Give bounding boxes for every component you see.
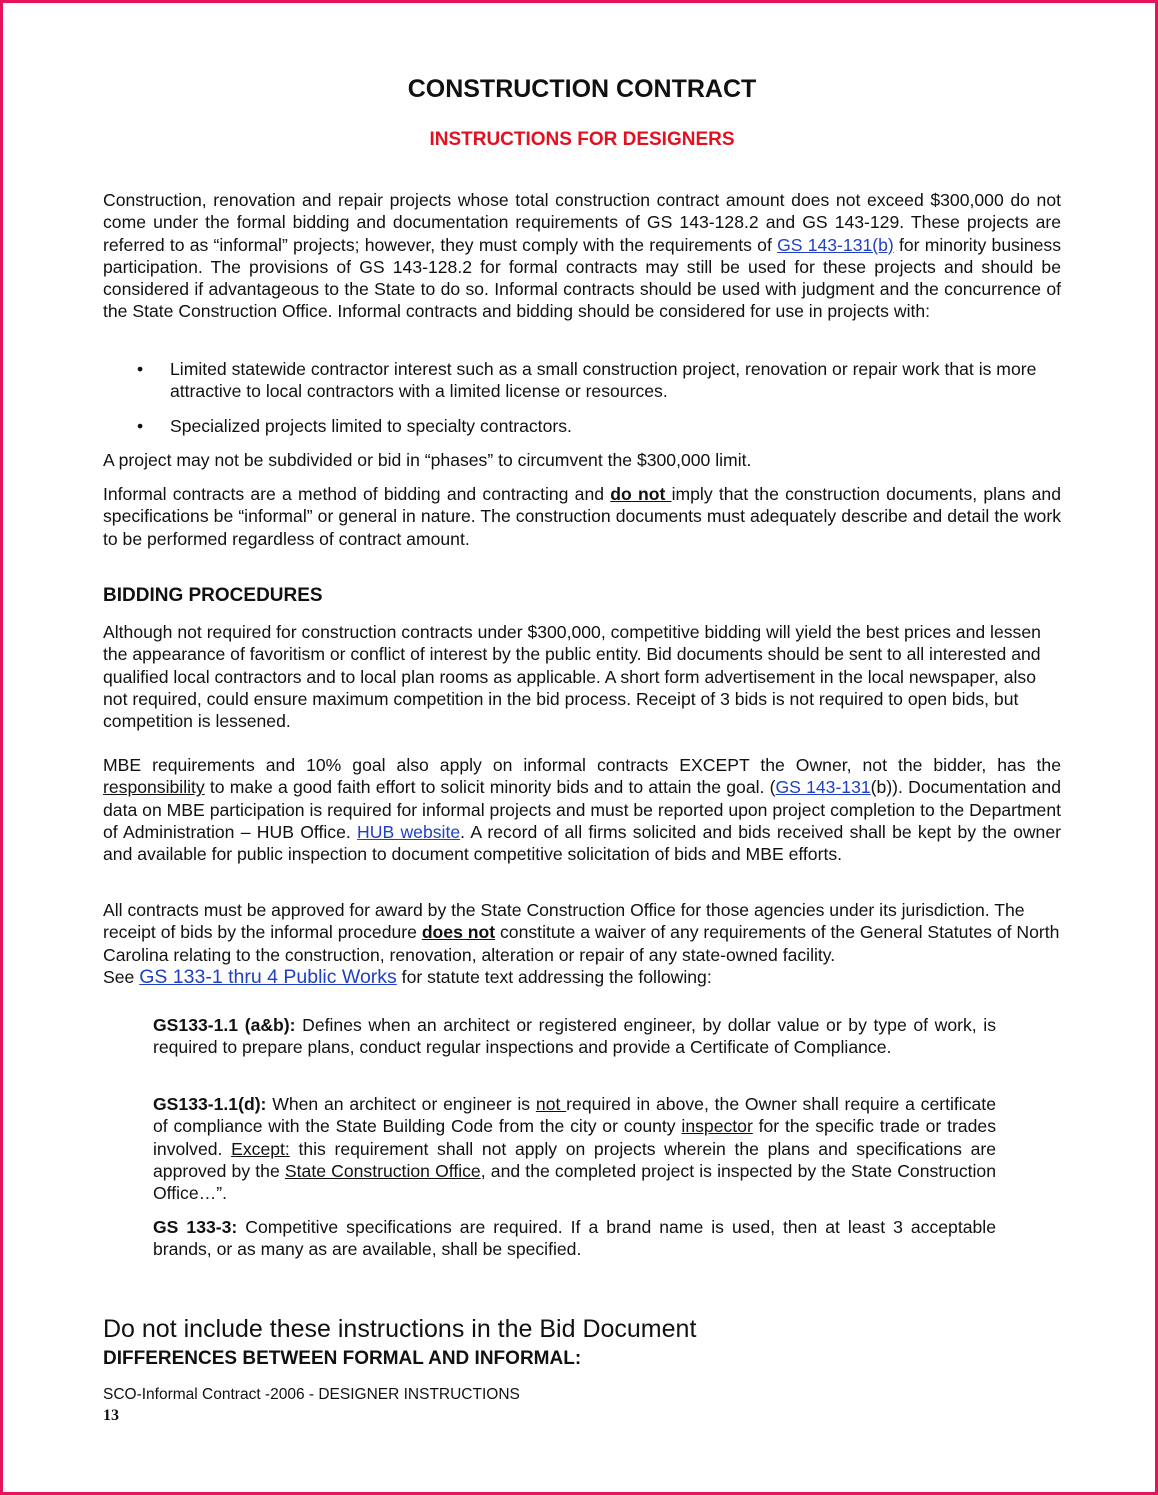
statute-label: GS 133-3: — [153, 1217, 238, 1237]
differences-heading: DIFFERENCES BETWEEN FORMAL AND INFORMAL: — [103, 1348, 582, 1369]
informal-text-1: Informal contracts are a method of bidding and contracting and — [103, 484, 611, 504]
page-footer: SCO-Informal Contract -2006 - DESIGNER INSTRUCTIONS — [103, 1386, 520, 1403]
do-not-emphasis: do not — [610, 484, 672, 504]
mbe-text-1: MBE requirements and 10% goal also apply on informal contracts EXCEPT the Owner, not the bidder, has the — [103, 755, 1061, 775]
statute-gs133-1-1-ab — [153, 1014, 996, 1059]
informal-paragraph — [103, 483, 1061, 550]
approval-see: See — [103, 966, 140, 987]
mbe-paragraph — [103, 754, 1061, 865]
bullet-icon: • — [137, 415, 144, 436]
approval-text-1: All contracts must be approved for award by the State Construction Office for those agencies under its jurisdiction. The receipt of bids by the informal procedure — [103, 900, 1025, 943]
document-subtitle: INSTRUCTIONS FOR DESIGNERS — [429, 129, 735, 150]
hub-website-link[interactable]: HUB website — [357, 821, 461, 842]
statute-text-5: , and the completed project is inspected by the State Construction Office…”. — [153, 1160, 996, 1204]
informal-text-2: imply that the construction documents, plans and specifications be “informal” or general in nature. The construction documents must adequately describe and detail the work to be performed regardless of contract amount. — [103, 484, 1061, 549]
inspector-underline: inspector — [681, 1116, 753, 1137]
page-number: 13 — [103, 1407, 119, 1424]
project-types-list — [103, 358, 1061, 449]
bid-document-notice: Do not include these instructions in the Bid Document — [103, 1315, 697, 1343]
statute-text-3: for the specific trade or trades involved. — [153, 1116, 996, 1159]
bidding-procedures-heading: BIDDING PROCEDURES — [103, 585, 323, 606]
list-item-text: Limited statewide contractor interest such as a small construction project, renovation or repair work that is more attractive to local contractors with a limited license or resources. — [170, 359, 1037, 402]
bullet-icon: • — [137, 359, 144, 379]
intro-text-2: for minority business participation. The provisions of GS 143-128.2 for formal contracts may still be used for these projects and should be considered if advantageous to the State to do so. Informal contracts should be used with judgment and the concurrence of the State Construction Office. Informal contracts and bidding should be considered for use in projects with: — [103, 234, 1061, 322]
approval-text-2: constitute a waiver of any requirements of the General Statutes of North Carolina relating to the construction, renovation, alteration or repair of any state-owned facility. — [103, 922, 1060, 965]
statute-label: GS133-1.1(d): — [153, 1094, 267, 1114]
statute-label: GS133-1.1 (a&b): — [153, 1015, 296, 1035]
responsibility-underline: responsibility — [103, 777, 205, 798]
document-title: CONSTRUCTION CONTRACT — [407, 75, 757, 103]
approval-paragraph — [103, 899, 1061, 988]
list-item — [103, 358, 1061, 403]
intro-paragraph — [103, 189, 1061, 323]
does-not-emphasis: does not — [421, 922, 496, 943]
statute-text-1: When an architect or engineer is — [266, 1094, 536, 1114]
sco-underline: State Construction Office — [284, 1160, 481, 1181]
subdivide-paragraph: A project may not be subdivided or bid in “phases” to circumvent the $300,000 limit. — [103, 450, 752, 470]
mbe-text-2: to make a good faith effort to solicit minority bids and to attain the goal. ( — [204, 777, 776, 798]
approval-text-3: for statute text addressing the following: — [396, 966, 712, 987]
mbe-text-3: (b)). Documentation and data on MBE participation is required for informal projects and must be reported upon project completion to the Department of Administration – HUB Office. — [103, 777, 1061, 842]
public-works-link[interactable]: GS 133-1 thru 4 Public Works — [139, 965, 397, 988]
list-item — [103, 415, 1061, 437]
statute-text-2: required in above, the Owner shall require a certificate of compliance with the State Building Code from the city or county — [153, 1094, 996, 1137]
statute-gs133-3 — [153, 1216, 996, 1261]
gs-143-131b-link[interactable]: GS 143-131(b) — [777, 234, 894, 255]
statute-text: Defines when an architect or registered engineer, by dollar value or by type of work, is required to prepare plans, conduct regular inspections and provide a Certificate of Compliance. — [153, 1015, 997, 1058]
statute-text: Competitive specifications are required. If a brand name is used, then at least 3 acceptable brands, or as many as are available, shall be specified. — [153, 1217, 996, 1260]
list-item-text: Specialized projects limited to specialty contractors. — [170, 415, 572, 436]
bidding-paragraph: Although not required for construction contracts under $300,000, competitive bidding will yield the best prices and lessen the appearance of favoritism or conflict of interest by the public entity. Bid documents should be sent to all interested and qualified local contractors and to local plan rooms as applicable. A short form advertisement in the local newspaper, also not required, could ensure maximum competition in the bid process. Receipt of 3 bids is not required to open bids, but competition is lessened. — [103, 622, 1041, 732]
except-underline: Except: — [231, 1138, 290, 1159]
statute-text-4: this requirement shall not apply on projects wherein the plans and specifications are approved by the — [153, 1138, 996, 1181]
intro-text-1: Construction, renovation and repair projects whose total construction contract amount does not exceed $300,000 do not come under the formal bidding and documentation requirements of GS 143-128.2 and GS 143-129. These projects are referred to as “informal” projects; however, they must comply with the requirements of — [103, 190, 1061, 255]
gs-143-131-link[interactable]: GS 143-131 — [775, 777, 871, 798]
statute-gs133-1-1-d — [153, 1093, 996, 1204]
mbe-text-4: . A record of all firms solicited and bids received shall be kept by the owner and available for public inspection to document competitive solicitation of bids and MBE efforts. — [103, 821, 1061, 865]
not-underline: not — [535, 1094, 567, 1114]
